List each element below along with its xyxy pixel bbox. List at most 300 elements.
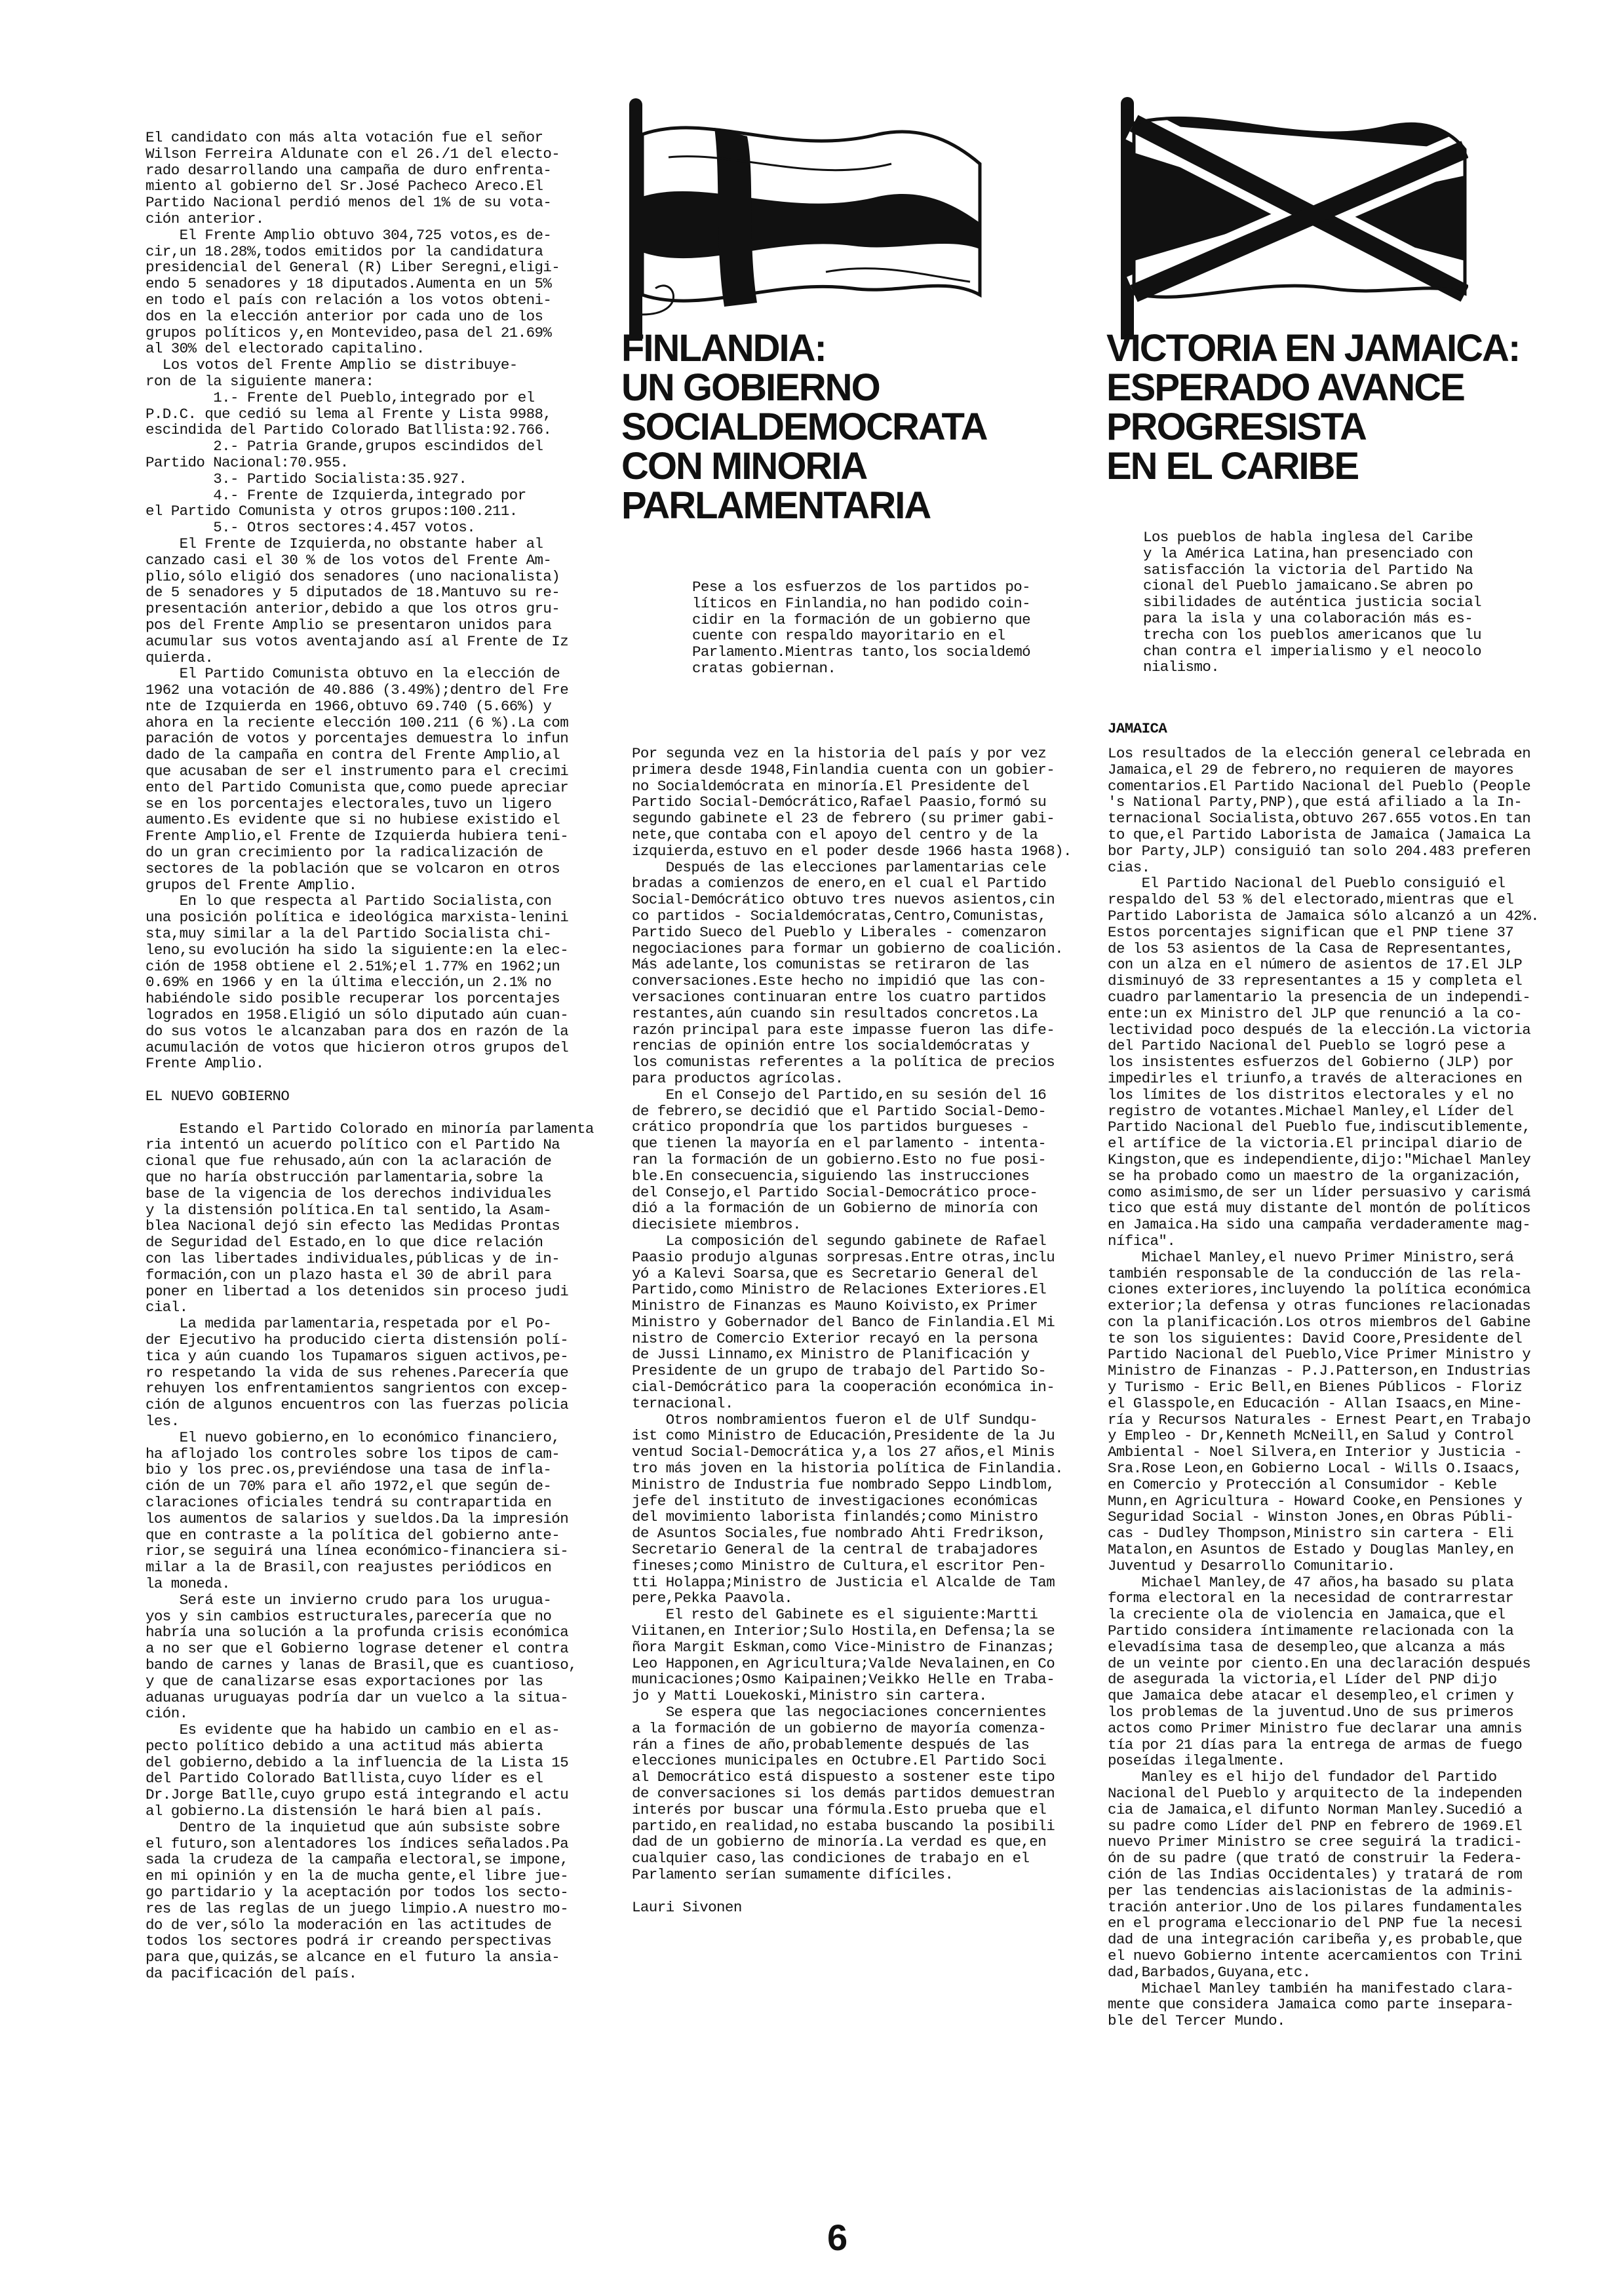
text-line: habría una solución a la profunda crisis económica (146, 1624, 569, 1641)
text-line: presentación anterior,debido a que los otros gru- (146, 600, 560, 618)
text-line: el futuro,son alentadores los índices señalados.Pa (146, 1835, 569, 1852)
text-line: de Seguridad del Estado,en lo que dice relación (146, 1234, 543, 1252)
text-line: dió a la formación de un Gobierno de minoría con (632, 1200, 1038, 1217)
text-line: segundo gabinete el 23 de febrero (su primer gabi- (632, 810, 1055, 828)
text-line: Partido Social-Demócrático,Rafael Paasio,formó su (632, 794, 1047, 811)
text-line: Manley es el hijo del fundador del Partido (1108, 1769, 1497, 1786)
text-line: do sus votos le alcanzaban para dos en razón de la (146, 1022, 569, 1040)
text-line: Michael Manley,el nuevo Primer Ministro,será (1108, 1248, 1514, 1266)
text-line: los límites de los distritos electorales y el no (1108, 1086, 1514, 1103)
text-line: como asimismo,de ser un líder persuasivo y carismá (1108, 1183, 1531, 1201)
text-line: sta,muy similar a la del Partido Socialista chi- (146, 925, 552, 943)
jamaica-headline (1106, 329, 1519, 486)
text-line: Estando el Partido Colorado en minoría parlamenta (146, 1120, 594, 1138)
text-line (146, 1072, 604, 1088)
text-line: el Partido Comunista y otros grupos:100.211. (146, 503, 518, 520)
text-line: para que,quizás,se alcance en el futuro la ansia- (146, 1949, 560, 1966)
text-line: Es evidente que ha habido un cambio en el as- (146, 1721, 560, 1739)
text-line: Viitanen,en Interior;Sulo Hostila,en Defensa;la se (632, 1622, 1055, 1640)
text-line: endo 5 senadores y 18 diputados.Aumenta en un 5% (146, 275, 552, 293)
text-line: sada la crudeza de la campaña electoral,se impone, (146, 1851, 569, 1869)
text-line: CON MINORIA (621, 445, 867, 488)
text-line: quierda. (146, 649, 214, 666)
text-line (146, 1105, 604, 1121)
jamaica-body (1108, 746, 1580, 2029)
text-line: habiéndole sido posible recuperar los porcentajes (146, 990, 560, 1008)
text-line: cidir en la formación de un gobierno que (692, 611, 1031, 628)
text-line: bor Party,JLP) consiguió tan solo 204.483 preferen (1108, 842, 1531, 860)
text-line: lectividad poco después de la elección.La victoria (1108, 1021, 1531, 1039)
finland-lead (692, 579, 1059, 677)
text-line: Frente Amplio,el Frente de Izquierda hubiera teni- (146, 828, 569, 845)
text-line: cuadro parlamentario la presencia de un independi- (1108, 988, 1531, 1006)
text-line: que tienen la mayoría en el parlamento - intenta- (632, 1135, 1047, 1153)
text-line: grupos políticos y,en Montevideo,pasa del 21.69% (146, 324, 552, 341)
text-line: fineses;como Ministro de Cultura,el escritor Pen- (632, 1557, 1047, 1575)
text-line: Otros nombramientos fueron el de Ulf Sundqu- (632, 1411, 1038, 1428)
text-line: para la isla y una colaboración más es- (1143, 609, 1473, 627)
text-line: P.D.C. que cedió su lema al Frente y Lista 9988, (146, 405, 552, 423)
text-line: elevadísima tasa de desempleo,que alcanza a más (1108, 1638, 1506, 1656)
text-line: ñora Margit Eskman,como Vice-Ministro de Finanzas; (632, 1638, 1055, 1656)
text-line: Dr.Jorge Batlle,cuyo grupo está integrando el actu (146, 1786, 569, 1804)
text-line: ha aflojado los controles sobre los tipos de cam- (146, 1445, 560, 1463)
text-line: poseídas ilegalmente. (1108, 1752, 1285, 1770)
text-line: tía por 21 días para la entrega de armas de fuego (1108, 1736, 1523, 1753)
text-line: Matalon,en Asuntos de Estado y Douglas Manley,en (1108, 1541, 1514, 1559)
text-line: en todo el país con relación a los votos obteni- (146, 291, 552, 309)
text-line: res de las reglas de un juego limpio.A nuestro mo- (146, 1900, 569, 1917)
text-line: milar a la de Brasil,con reajustes periódicos en (146, 1559, 552, 1577)
text-line: nistro de Comercio Exterior recayó en la persona (632, 1330, 1038, 1347)
text-line: razón principal para este impasse fueron las dife- (632, 1021, 1055, 1039)
text-line: tro más joven en la historia política de Finlandia. (632, 1460, 1064, 1478)
text-line: conversaciones.Este hecho no impidió que las con- (632, 972, 1047, 990)
text-line: sectores de la población que se volcaron en otros (146, 860, 560, 877)
text-line: de Jussi Linnamo,ex Ministro de Planificación y (632, 1346, 1030, 1364)
text-line: exterior;la defensa y otras funciones relacionadas (1108, 1297, 1531, 1315)
text-line: Sra.Rose Leon,en Gobierno Local - Wills O.Isaacs, (1108, 1460, 1523, 1478)
text-line: 5.- Otros sectores:4.457 votos. (146, 519, 476, 537)
text-line: respaldo del 53 % del electorado,mientras que el (1108, 891, 1514, 909)
text-line: y la distensión política.En tal sentido,la Asam- (146, 1201, 552, 1219)
text-line: escindida del Partido Colorado Batllista:92.766. (146, 421, 552, 439)
text-line: aduanas uruguayas podría dar un vuelco a la situa- (146, 1689, 569, 1706)
text-line: Estos porcentajes significan que el PNP tiene 37 (1108, 923, 1514, 941)
text-line: dado de la campaña en contra del Frente Amplio,al (146, 746, 560, 764)
text-line: también responsable de la conducción de las rela- (1108, 1265, 1523, 1282)
text-line: del Partido Colorado Batllista,cuyo líder es el (146, 1770, 543, 1788)
text-line: en Jamaica.Ha sido una campaña verdaderamente mag- (1108, 1216, 1531, 1234)
text-line: yó a Kalevi Soarsa,que es Secretario General del (632, 1265, 1038, 1282)
text-line: Partido Nacional perdió menos del 1% de su vota- (146, 194, 552, 212)
text-line: a la formación de un gobierno de mayoría comenza- (632, 1719, 1047, 1737)
text-line: de Asuntos Sociales,fue nombrado Ahti Fredrikson, (632, 1525, 1047, 1542)
text-line: formación,con un plazo hasta el 30 de abril para (146, 1266, 552, 1284)
text-line: dad,Barbados,Guyana,etc. (1108, 1963, 1311, 1981)
text-line: Será este un invierno crudo para los urugua- (146, 1591, 552, 1609)
text-line: y Turismo - Eric Bell,en Bienes Públicos - Floriz (1108, 1379, 1523, 1396)
jamaica-flag-illustration (1114, 97, 1468, 339)
text-line: En lo que respecta al Partido Socialista,con (146, 892, 552, 910)
text-line: pos del Frente Amplio se presentaron unidos para (146, 616, 552, 634)
text-line: UN GOBIERNO (621, 366, 880, 409)
text-line: al Democrático está dispuesto a sostener este tipo (632, 1769, 1055, 1786)
jamaica-lead (1143, 529, 1510, 676)
text-line: diecisiete miembros. (632, 1216, 802, 1234)
text-line: El nuevo gobierno,en lo económico financiero, (146, 1428, 560, 1446)
text-line: 4.- Frente de Izquierda,integrado por (146, 486, 526, 504)
text-line: que en contraste a la política del gobierno ante- (146, 1526, 560, 1544)
page-number: 6 (827, 2217, 848, 2258)
text-line: cional del Pueblo jamaicano.Se abren po (1143, 577, 1473, 595)
text-line: to que,el Partido Laborista de Jamaica (Jamaica La (1108, 826, 1531, 843)
text-line: Partido Sueco del Pueblo y Liberales - comenzaron (632, 923, 1047, 941)
text-line: en Comercio y Protección al Consumidor - Keble (1108, 1476, 1497, 1493)
text-line: El candidato con más alta votación fue el señor (146, 129, 543, 146)
text-line: cial. (146, 1299, 188, 1316)
text-line: claraciones oficiales tendrá su contrapartida en (146, 1493, 552, 1511)
text-line: Kingston,que es independiente,dijo:"Michael Manley (1108, 1151, 1531, 1168)
text-line: Los votos del Frente Amplio se distribuye- (146, 356, 518, 374)
text-line: bio y los prec.os,previéndose una tasa de infla- (146, 1461, 552, 1479)
text-line: aumento.Es evidente que si no hubiese existido el (146, 811, 560, 829)
text-line: cir,un 18.28%,todos emitidos por la candidatura (146, 242, 543, 260)
text-line: tti Holappa;Ministro de Justicia el Alcalde de Tam (632, 1573, 1055, 1591)
text-line: SOCIALDEMOCRATA (621, 406, 987, 448)
text-line: jo y Matti Louekoski,Ministro sin cartera. (632, 1687, 987, 1705)
text-line: forma electoral en la necesidad de contrarrestar (1108, 1590, 1514, 1607)
text-line: Partido considera íntimamente relacionada con la (1108, 1622, 1514, 1640)
text-line: Juventud y Desarrollo Comunitario. (1108, 1557, 1395, 1575)
text-line: satisfacción la victoria del Partido Na (1143, 561, 1473, 579)
text-line: pecto político debido a una actitud más abierta (146, 1737, 543, 1755)
text-line: dad de un gobierno de minoría.La verdad es que,en (632, 1833, 1047, 1851)
text-line: ble.En consecuencia,siguiendo las instrucciones (632, 1167, 1030, 1185)
text-line: go partidario y la aceptación por todos los secto- (146, 1884, 569, 1902)
text-line: Por segunda vez en la historia del país y por vez (632, 745, 1047, 762)
text-line: del Partido Nacional del Pueblo se logró pese a (1108, 1037, 1506, 1055)
text-line: ventud Social-Democrática y,a los 27 años,el Minis (632, 1444, 1055, 1461)
text-line: 2.- Patria Grande,grupos escindidos del (146, 438, 543, 455)
text-line: Jamaica,el 29 de febrero,no requieren de mayores (1108, 761, 1514, 778)
text-line: de febrero,se decidió que el Partido Social-Demo- (632, 1102, 1047, 1120)
text-line: ternacional. (632, 1394, 733, 1412)
text-line: da pacificación del país. (146, 1965, 357, 1983)
text-line: tico que está muy distante del montón de políticos (1108, 1200, 1531, 1217)
text-line: El Partido Comunista obtuvo en la elección de (146, 665, 560, 683)
text-line: ción. (146, 1705, 188, 1723)
text-line: do un gran crecimiento por la radicalización de (146, 844, 543, 862)
text-line: Seguridad Social - Winston Jones,en Obras Públi- (1108, 1508, 1514, 1526)
text-line: se en los porcentajes electorales,tuvo un ligero (146, 795, 552, 813)
text-line: ist como Ministro de Educación,Presidente de la Ju (632, 1427, 1055, 1445)
text-line: dad de una integración caribeña y,es probable,que (1108, 1931, 1523, 1949)
text-line: nte de Izquierda en 1966,obtuvo 69.740 (5.66%) y (146, 697, 552, 715)
text-line: te son los siguientes: David Coore,Presidente del (1108, 1330, 1523, 1347)
text-line: do de ver,sólo la moderación en las actitudes de (146, 1916, 552, 1934)
text-line: Partido,como Ministro de Relaciones Exteriores.El (632, 1281, 1047, 1299)
text-line: del movimiento laborista finlandés;como Ministro (632, 1508, 1038, 1526)
text-line: ón de su padre (que trató de construir la Federa- (1108, 1850, 1523, 1867)
text-line: ran la formación de un gobierno.Esto no fue posi- (632, 1151, 1047, 1168)
text-line: que no haría obstrucción parlamentaria,sobre la (146, 1169, 543, 1186)
text-line: y que de canalizarse esas exportaciones por las (146, 1672, 543, 1690)
text-line: restantes,aún cuando sin resultados concretos.La (632, 1004, 1038, 1022)
text-line: Paasio produjo algunas sorpresas.Entre otras,inclu (632, 1248, 1055, 1266)
text-line: base de la vigencia de los derechos individuales (146, 1185, 552, 1202)
text-line: El Frente de Izquierda,no obstante haber al (146, 535, 543, 552)
text-line: todos los sectores podrá ir creando perspectivas (146, 1932, 552, 1950)
text-line: ente:un ex Ministro del JLP que renunció a la co- (1108, 1004, 1523, 1022)
text-line: EN EL CARIBE (1106, 445, 1359, 488)
text-line: ría y Recursos Naturales - Ernest Peart,en Trabajo (1108, 1411, 1531, 1428)
text-line: ble del Tercer Mundo. (1108, 2012, 1285, 2030)
text-line: ción de algunos encuentros con las fuerzas policia (146, 1396, 569, 1414)
text-line: no Socialdemócrata en minoría.El Presidente del (632, 777, 1030, 795)
text-line: paración de votos y porcentajes demuestra lo infun (146, 730, 569, 748)
text-line: acumular sus votos aventajando así al Frente de Iz (146, 632, 569, 650)
text-line: dos en la elección anterior por cada uno de los (146, 307, 543, 325)
text-line: interés por buscar una fórmula.Esto prueba que el (632, 1801, 1047, 1818)
text-line: grupos del Frente Amplio. (146, 876, 357, 894)
text-line: chan contra el imperialismo y el neocolo (1143, 642, 1482, 660)
text-line: cratas gobiernan. (692, 659, 836, 677)
text-line: La composición del segundo gabinete de Rafael (632, 1232, 1047, 1250)
text-line: pere,Pekka Paavola. (632, 1590, 793, 1607)
text-line: sibilidades de auténtica justicia social (1143, 594, 1482, 611)
text-line: Leo Happonen,en Agricultura;Valde Nevalainen,en Co (632, 1655, 1055, 1672)
text-line: PROGRESISTA (1106, 406, 1366, 448)
text-line: bando de carnes y lanas de Brasil,que es cuantioso, (146, 1656, 577, 1674)
text-line: nífica". (1108, 1232, 1176, 1250)
text-line: Wilson Ferreira Aldunate con el 26./1 del electo- (146, 145, 560, 163)
text-line: ciones exteriores,incluyendo la política económica (1108, 1281, 1531, 1299)
text-line: miento al gobierno del Sr.José Pacheco Areco.El (146, 178, 543, 195)
text-line: leno,su evolución ha sido la siguiente:en la elec- (146, 941, 569, 959)
text-line: partido,en realidad,no estaba buscando la posibili (632, 1817, 1055, 1835)
text-line: de un veinte por ciento.En una declaración después (1108, 1655, 1531, 1672)
text-line: primera desde 1948,Finlandia cuenta con un gobier- (632, 761, 1055, 778)
text-line: del gobierno,debido a la influencia de la Lista 15 (146, 1753, 569, 1771)
text-line: El Frente Amplio obtuvo 304,725 votos,es de- (146, 226, 552, 244)
text-line: Dentro de la inquietud que aún subsiste sobre (146, 1818, 560, 1836)
text-line: 3.- Partido Socialista:35.927. (146, 470, 467, 488)
text-line: cualquier caso,las condiciones de trabajo en el (632, 1850, 1030, 1867)
text-line: de los 53 asientos de la Casa de Representantes, (1108, 940, 1514, 957)
text-line: Ambiental - Noel Silvera,en Interior y Justicia - (1108, 1444, 1523, 1461)
text-line: la moneda. (146, 1575, 231, 1592)
text-line: de conversaciones si los demás partidos demuestran (632, 1785, 1055, 1802)
text-line: actos como Primer Ministro fue declarar una amnis (1108, 1719, 1523, 1737)
text-line: Lauri Sivonen (632, 1898, 742, 1916)
text-line: disminuyó de 33 representantes a 15 y completa el (1108, 972, 1523, 990)
text-line: Pese a los esfuerzos de los partidos po- (692, 579, 1031, 596)
text-line: líticos en Finlandia,no han podido coin- (692, 594, 1031, 612)
text-line: acumulación de votos que hicieron otros grupos del (146, 1039, 569, 1056)
text-line: para productos agrícolas. (632, 1069, 844, 1087)
text-line: El Partido Nacional del Pueblo consiguió el (1108, 875, 1506, 892)
text-line: rehuyen los enfrentamientos sangrientos con excep- (146, 1380, 569, 1398)
text-line: impedirles el triunfo,a través de alteraciones en (1108, 1069, 1523, 1087)
text-line: el artífice de la victoria.El principal diario de (1108, 1135, 1523, 1153)
text-line: Ministro de Industria fue nombrado Seppo Lindblom, (632, 1476, 1055, 1493)
text-line: ción de un 70% para el año 1972,el que según de- (146, 1478, 552, 1495)
text-line: Más adelante,los comunistas se retiraron de las (632, 956, 1030, 974)
text-line: con la planificación.Los otros miembros del Gabine (1108, 1313, 1531, 1331)
text-line: Partido Nacional del Pueblo,Vice Primer Ministro y (1108, 1346, 1531, 1364)
text-line: el Glasspole,en Educación - Allan Isaacs,en Mine- (1108, 1394, 1523, 1412)
text-line: Michael Manley también ha manifestado clara- (1108, 1980, 1514, 1997)
text-line: Parlamento.Mientras tanto,los socialdemó (692, 643, 1031, 661)
text-line: logrados en 1958.Eligió un sólo diputado aún cuan- (146, 1006, 569, 1024)
text-line: poner en libertad a los detenidos sin proceso judi (146, 1282, 569, 1300)
text-line: ro respetando la vida de sus rehenes.Parecería que (146, 1364, 569, 1381)
text-line: Secretario General de la central de trabajadores (632, 1541, 1038, 1559)
text-line: nuevo Primer Ministro se cree seguirá la tradici- (1108, 1833, 1523, 1851)
text-line: el nuevo Gobierno intente acercamientos con Trini (1108, 1947, 1523, 1964)
text-line: rado desarrollando una campaña de duro enfrenta- (146, 161, 552, 179)
text-line: ahora en la reciente elección 100.211 (6 %).La com (146, 714, 569, 731)
text-line: crático propondría que los partidos burgueses - (632, 1119, 1030, 1136)
text-line: que acusaban de ser el instrumento para el crecimi (146, 763, 569, 780)
text-line: nialismo. (1143, 659, 1220, 676)
text-line: El resto del Gabinete es el siguiente:Martti (632, 1606, 1038, 1624)
text-line: su padre como Líder del PNP en febrero de 1969.El (1108, 1817, 1523, 1835)
text-line: Partido Nacional:70.955. (146, 453, 349, 471)
finland-body (632, 746, 1104, 1915)
column-uruguay (146, 130, 604, 1982)
text-line: der Ejecutivo ha producido cierta distensión polí- (146, 1331, 569, 1349)
text-line: VICTORIA EN JAMAICA: (1106, 327, 1520, 370)
text-line: Se espera que las negociaciones concernientes (632, 1704, 1047, 1721)
text-line: 1.- Frente del Pueblo,integrado por el (146, 389, 535, 406)
text-line: Munn,en Agricultura - Howard Cooke,en Pensiones y (1108, 1492, 1523, 1510)
text-line: Parlamento serían sumamente difíciles. (632, 1866, 954, 1883)
text-line: ria intentó un acuerdo político con el Partido Na (146, 1136, 560, 1154)
text-line (632, 1883, 1104, 1900)
text-line: del Consejo,el Partido Social-Democrático proce- (632, 1183, 1038, 1201)
text-line: cas - Dudley Thompson,Ministro sin cartera - Eli (1108, 1525, 1514, 1542)
text-line: FINLANDIA: (621, 327, 826, 370)
jamaica-section-heading: JAMAICA (1108, 720, 1167, 737)
text-line: ron de la siguiente manera: (146, 372, 374, 390)
text-line: EL NUEVO GOBIERNO (146, 1088, 290, 1105)
text-line: cuente con respaldo mayoritario en el (692, 627, 1005, 645)
text-line: y la América Latina,han presenciado con (1143, 545, 1473, 562)
text-line: ternacional Socialista,obtuvo 267.655 votos.En tan (1108, 810, 1531, 828)
text-line: en mi opinión y en la de mucha gente,el libre jue- (146, 1867, 569, 1885)
text-line: registro de votantes.Michael Manley,el Líder del (1108, 1102, 1514, 1120)
text-line: canzado casi el 30 % de los votos del Frente Am- (146, 551, 552, 569)
text-line: de 5 senadores y 5 diputados de 18.Mantuvo su re- (146, 584, 560, 602)
text-line: que Jamaica debe atacar el desempleo,el crimen y (1108, 1687, 1514, 1705)
text-line: ción de las Indias Occidentales) y tratará de rom (1108, 1866, 1523, 1883)
text-line: 0.69% en 1966 y en la última elección,un 2.1% no (146, 974, 552, 991)
text-line: La medida parlamentaria,respetada por el Po- (146, 1315, 552, 1333)
text-line: Después de las elecciones parlamentarias cele (632, 858, 1047, 876)
text-line: la creciente ola de violencia en Jamaica,que el (1108, 1606, 1506, 1624)
text-line: Partido Laborista de Jamaica sólo alcanzó a un 42%. (1108, 907, 1540, 925)
text-line: plio,sólo eligió dos senadores (uno nacionalista) (146, 567, 560, 585)
text-line: Frente Amplio. (146, 1055, 264, 1073)
text-line: a no ser que el Gobierno lograse detener el contra (146, 1640, 569, 1658)
text-line: cial-Demócrático para la cooperación económica in- (632, 1379, 1055, 1396)
text-line: Los resultados de la elección general celebrada en (1108, 745, 1531, 762)
text-line: En el Consejo del Partido,en su sesión del 16 (632, 1086, 1047, 1103)
text-line: 1962 una votación de 40.886 (3.49%);dentro del Fre (146, 681, 569, 699)
text-line: ción anterior. (146, 210, 264, 227)
text-line: versaciones continuaran entre los cuatro partidos (632, 988, 1047, 1006)
text-line: al 30% del electorado capitalino. (146, 340, 425, 358)
text-line: con un alza en el número de asientos de 17.El JLP (1108, 956, 1523, 974)
text-line: al gobierno.La distensión le hará bien al país. (146, 1803, 543, 1820)
text-line: los problemas de la juventud.Uno de sus primeros (1108, 1704, 1514, 1721)
text-line: rán a fines de año,probablemente después de las (632, 1736, 1030, 1753)
text-line: Ministro y Gobernador del Banco de Finlandia.El Mi (632, 1313, 1055, 1331)
text-line: negociaciones para formar un gobierno de coalición. (632, 940, 1064, 957)
text-line: Social-Demócrático obtuvo tres nuevos asientos,cin (632, 891, 1055, 909)
text-line: per las tendencias aislacionistas de la adminis- (1108, 1882, 1514, 1900)
text-line: comentarios.El Partido Nacional del Pueblo (People (1108, 777, 1531, 795)
text-line: los aumentos de salarios y sueldos.Da la impresión (146, 1510, 569, 1527)
text-line: Michael Manley,de 47 años,ha basado su plata (1108, 1573, 1514, 1591)
text-line: blea Nacional dejó sin efecto las Medidas Prontas (146, 1217, 560, 1235)
text-line: Los pueblos de habla inglesa del Caribe (1143, 529, 1473, 546)
text-line: ción de 1958 obtiene el 2.51%;el 1.77% en 1962;un (146, 957, 560, 975)
text-line: y Empleo - Dr,Kenneth McNeill,en Salud y Control (1108, 1427, 1514, 1445)
text-line: les. (146, 1412, 180, 1430)
text-line: tración anterior.Uno de los pilares fundamentales (1108, 1898, 1523, 1916)
text-line: rencias de opinión entre los socialdemócratas y (632, 1037, 1030, 1055)
text-line: en el programa eleccionario del PNP fue la necesi (1108, 1915, 1523, 1932)
text-line: bradas a comienzos de enero,en el cual el Partido (632, 875, 1047, 892)
text-line: 's National Party,PNP),que está afiliado a la In- (1108, 794, 1523, 811)
text-line: municaciones;Osmo Kaipainen;Veikko Helle en Traba- (632, 1671, 1055, 1689)
text-line: mente que considera Jamaica como parte insepara- (1108, 1996, 1514, 2014)
text-line: una posición política e ideológica marxista-lenini (146, 909, 569, 927)
text-line: tica y aún cuando los Tupamaros siguen activos,pe- (146, 1347, 569, 1365)
text-line: izquierda,estuvo en el poder desde 1966 hasta 1968). (632, 842, 1072, 860)
text-line: nete,que contaba con el apoyo del centro y de la (632, 826, 1038, 843)
text-line: los comunistas referentes a la política de precios (632, 1054, 1055, 1071)
text-line: trecha con los pueblos americanos que lu (1143, 626, 1482, 643)
text-line: cias. (1108, 858, 1150, 876)
text-line: se ha probado como un maestro de la organización, (1108, 1167, 1523, 1185)
text-line: co partidos - Socialdemócratas,Centro,Comunistas, (632, 907, 1047, 925)
text-line: Presidente de un grupo de trabajo del Partido So- (632, 1362, 1047, 1380)
text-line: jefe del instituto de investigaciones económicas (632, 1492, 1038, 1510)
text-line: Ministro de Finanzas es Mauno Koivisto,ex Primer (632, 1297, 1038, 1315)
finland-flag-illustration (616, 98, 983, 341)
finland-headline (621, 329, 986, 526)
text-line: Partido Nacional del Pueblo fue,indiscutiblemente, (1108, 1119, 1531, 1136)
text-line: yos y sin cambios estructurales,parecería que no (146, 1607, 552, 1625)
text-line: presidencial del General (R) Liber Seregni,eligi- (146, 259, 560, 277)
text-line: cional que fue rehusado,aún con la aclaración de (146, 1153, 552, 1170)
text-line: cia de Jamaica,el difunto Norman Manley.Sucedió a (1108, 1801, 1523, 1818)
text-line: PARLAMENTARIA (621, 484, 931, 527)
text-line: Ministro de Finanzas - P.J.Patterson,en Industrias (1108, 1362, 1531, 1380)
text-line: de asegurada la victoria,el Líder del PNP dijo (1108, 1671, 1497, 1689)
text-line: elecciones municipales en Octubre.El Partido Soci (632, 1752, 1047, 1770)
text-line: con las libertades individuales,públicas y de in- (146, 1250, 560, 1267)
text-line: rior,se seguirá una línea económico-financiera si- (146, 1542, 569, 1560)
text-line: los insistentes esfuerzos del Gobierno (JLP) por (1108, 1054, 1514, 1071)
text-line: Nacional del Pueblo y arquitecto de la independen (1108, 1785, 1523, 1802)
text-line: ESPERADO AVANCE (1106, 366, 1464, 409)
text-line: ento del Partido Comunista que,como puede apreciar (146, 778, 569, 796)
